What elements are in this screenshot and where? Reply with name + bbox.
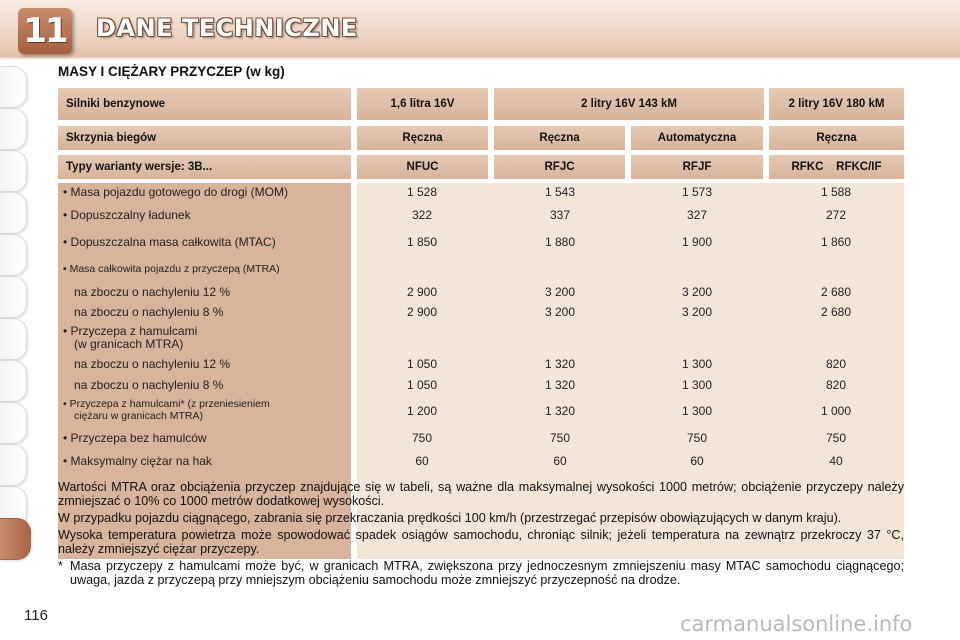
row-value: 60 bbox=[415, 454, 429, 468]
row-label: • Przyczepa bez hamulców bbox=[63, 431, 207, 445]
row-value: 337 bbox=[549, 208, 571, 222]
type-cell: RFKC RFKC/IF bbox=[769, 155, 904, 179]
page-number: 116 bbox=[24, 607, 48, 624]
row-value: 327 bbox=[686, 208, 708, 222]
row-label: • Masa pojazdu gotowego do drogi (MOM) bbox=[63, 185, 288, 199]
chapter-tab[interactable] bbox=[0, 234, 27, 276]
chapter-tab[interactable] bbox=[0, 192, 27, 234]
types-label: Typy warianty wersje: 3B... bbox=[58, 155, 351, 179]
chapter-tab[interactable] bbox=[0, 66, 27, 108]
row-label: • Maksymalny ciężar na hak bbox=[63, 454, 212, 468]
row-value: 1 850 bbox=[406, 235, 438, 249]
row-label: na zboczu o nachyleniu 8 % bbox=[74, 378, 224, 392]
note-paragraph: W przypadku pojazdu ciągnącego, zabrania się przekraczania prędkości 100 km/h (przestrzegać przepisów obowiązujących w danym kraju). bbox=[58, 511, 842, 525]
row-label: na zboczu o nachyleniu 8 % bbox=[74, 305, 224, 319]
watermark: carmanualsonline.info bbox=[680, 612, 913, 636]
row-label: • Dopuszczalna masa całkowita (MTAC) bbox=[63, 235, 276, 249]
gearbox-cell: Ręczna bbox=[769, 126, 904, 150]
row-value: 322 bbox=[411, 208, 433, 222]
row-value: 40 bbox=[829, 454, 843, 468]
row-value: 1 320 bbox=[544, 357, 576, 371]
row-value: 1 050 bbox=[406, 378, 438, 392]
note-paragraph: Wysoka temperatura powietrza może spowodować spadek osiągów samochodu, chroniąc silnik; jeżeli temperatura na zewnątrz przekroczy 37 °C, należy zmniejszyć ciężar przyczepy. bbox=[58, 528, 904, 556]
row-value: 750 bbox=[411, 431, 433, 445]
row-value: 2 680 bbox=[820, 305, 852, 319]
row-value: 1 860 bbox=[820, 235, 852, 249]
row-value: 1 000 bbox=[820, 404, 852, 418]
row-label: • Dopuszczalny ładunek bbox=[63, 208, 191, 222]
footnote-text: Masa przyczepy z hamulcami może być, w granicach MTRA, zwiększona przy jednoczesnym zmniejszeniu masy MTAC samochodu ciągnącego; uwaga, jazda z przyczepą przy mniejszym obciążeniu samochodu może zmniejszyć przyczepność na drodze. bbox=[70, 559, 904, 587]
chapter-tab[interactable] bbox=[0, 402, 27, 444]
chapter-tab[interactable] bbox=[0, 108, 27, 150]
row-value: 3 200 bbox=[681, 305, 713, 319]
row-value: 1 320 bbox=[544, 378, 576, 392]
row-label: • Masa całkowita pojazdu z przyczepą (MTRA) bbox=[63, 263, 280, 275]
table-header-types bbox=[58, 155, 904, 179]
row-value: 1 200 bbox=[406, 404, 438, 418]
row-value: 2 900 bbox=[406, 285, 438, 299]
chapter-tab[interactable] bbox=[0, 444, 27, 486]
row-value: 3 200 bbox=[544, 305, 576, 319]
row-value: 1 528 bbox=[406, 185, 438, 199]
side-chapter-tabs bbox=[0, 60, 32, 620]
gearbox-cell: Automatyczna bbox=[631, 126, 763, 150]
footnote bbox=[58, 559, 904, 590]
row-value: 1 320 bbox=[544, 404, 576, 418]
row-value: 1 900 bbox=[681, 235, 713, 249]
row-value: 2 680 bbox=[820, 285, 852, 299]
type-cell: NFUC bbox=[357, 155, 488, 179]
row-value: 1 050 bbox=[406, 357, 438, 371]
gearbox-cell: Ręczna bbox=[357, 126, 488, 150]
chapter-number-badge: 11 bbox=[18, 8, 72, 54]
engine-cell: 2 litry 16V 143 kM bbox=[494, 88, 764, 120]
row-label-line2: (w granicach MTRA) bbox=[74, 337, 184, 351]
chapter-title: DANE TECHNICZNE bbox=[96, 14, 358, 42]
engine-cell: 1,6 litra 16V bbox=[357, 88, 488, 120]
type-cell: RFJF bbox=[631, 155, 763, 179]
row-label: na zboczu o nachyleniu 12 % bbox=[74, 285, 231, 299]
row-value: 1 573 bbox=[681, 185, 713, 199]
row-label: • Przyczepa z hamulcami bbox=[63, 324, 198, 338]
footnote-mark: * bbox=[58, 559, 63, 573]
header-shadow bbox=[0, 56, 960, 60]
row-value: 1 588 bbox=[820, 185, 852, 199]
row-value: 750 bbox=[825, 431, 847, 445]
gearbox-label: Skrzynia biegów bbox=[58, 126, 351, 150]
row-value: 1 543 bbox=[544, 185, 576, 199]
row-value: 750 bbox=[686, 431, 708, 445]
row-value: 2 900 bbox=[406, 305, 438, 319]
row-value: 820 bbox=[825, 378, 847, 392]
row-value: 1 300 bbox=[681, 378, 713, 392]
table-header-engines bbox=[58, 88, 904, 120]
engine-cell: 2 litry 16V 180 kM bbox=[769, 88, 904, 120]
row-value: 750 bbox=[549, 431, 571, 445]
gearbox-cell: Ręczna bbox=[494, 126, 625, 150]
row-value: 3 200 bbox=[544, 285, 576, 299]
engines-label: Silniki benzynowe bbox=[58, 88, 351, 120]
row-label-line2: ciężaru w granicach MTRA) bbox=[74, 410, 203, 422]
row-value: 272 bbox=[825, 208, 847, 222]
chapter-tab[interactable] bbox=[0, 360, 27, 402]
chapter-tab[interactable] bbox=[0, 318, 27, 360]
section-title: MASY I CIĘŻARY PRZYCZEP (w kg) bbox=[58, 64, 285, 79]
row-value: 1 300 bbox=[681, 357, 713, 371]
row-value: 1 300 bbox=[681, 404, 713, 418]
chapter-tab-active[interactable] bbox=[0, 518, 31, 560]
notes-text bbox=[58, 480, 904, 590]
row-value: 3 200 bbox=[681, 285, 713, 299]
chapter-tab[interactable] bbox=[0, 276, 27, 318]
row-value: 1 880 bbox=[544, 235, 576, 249]
note-paragraph: Wartości MTRA oraz obciążenia przyczep znajdujące się w tabeli, są ważne dla maksymalnej wysokości 1000 metrów; obciążenie przyczepy należy zmniejszać o 10% co 1000 metrów dodatkowej wysokości. bbox=[58, 480, 904, 508]
row-label: na zboczu o nachyleniu 12 % bbox=[74, 357, 231, 371]
chapter-tab[interactable] bbox=[0, 150, 27, 192]
type-cell: RFJC bbox=[494, 155, 625, 179]
table-header-gearbox bbox=[58, 126, 904, 150]
row-value: 60 bbox=[553, 454, 567, 468]
row-value: 60 bbox=[690, 454, 704, 468]
row-label: • Przyczepa z hamulcami* (z przeniesieniem bbox=[63, 398, 270, 410]
row-value: 820 bbox=[825, 357, 847, 371]
